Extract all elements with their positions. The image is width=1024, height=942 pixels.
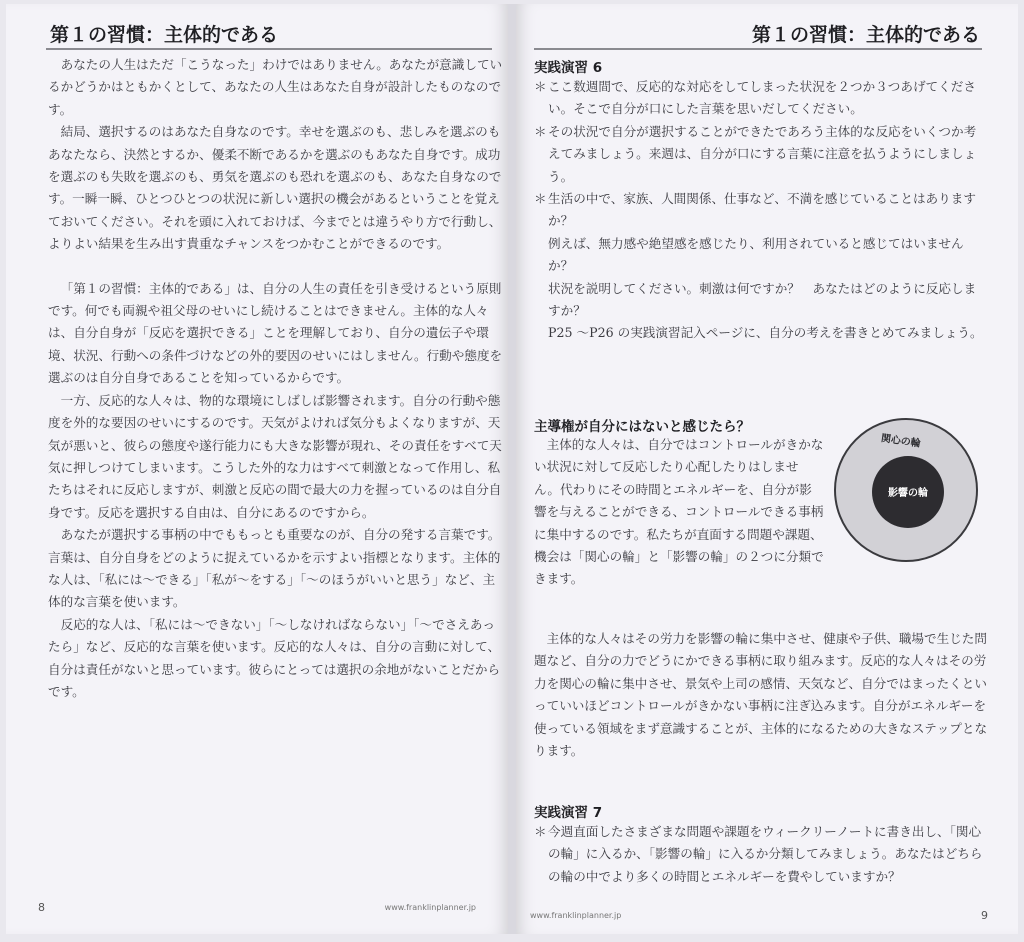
page-number: 9: [981, 909, 988, 922]
paragraph: 「第１の習慣：主体的である」は、自分の人生の責任を引き受けるという原則です。何でも両親や祖父母のせいにし続けることはできません。主体的な人々は、自分自身が「反応を選択できる」ことを理解しており、自分の遺伝子や環境、状況、行動への条件づけなどの外的要因のせいにはしません。行動や態度を選ぶのは自分自身であることを知っているからです。: [48, 280, 503, 386]
page-number: 8: [38, 901, 45, 914]
exercise-7-list: [534, 821, 988, 888]
list-item: [534, 121, 988, 188]
exercise-6-title: 実践演習 6: [534, 60, 603, 76]
paragraph: あなたが選択する事柄の中でももっとも重要なのが、自分の発する言葉です。言葉は、自分自身をどのように捉えているかを示すよい指標となります。主体的な人は、「私には～できる」「私が～をする」「～のほうがいいと思う」など、主体的な言葉を使います。: [48, 527, 501, 610]
circles-diagram: [828, 412, 988, 562]
paragraph: 主体的な人々はその労力を影響の輪に集中させ、健康や子供、職場で生じた問題など、自分の力でどうにかできる事柄に取り組みます。反応的な人々はその労力を関心の輪に集中させ、景気や上司の感情、天気など、自分ではまったくといっていいほどコントロールがきかない事柄に注ぎ込みます。自分がエネルギーを使っている領域をまず意識することが、主体的になるための大きなステップとなります。: [534, 631, 988, 759]
circle-of-influence: [872, 456, 944, 528]
list-item: [534, 821, 988, 888]
sub-text: P25 ～P26 の実践演習記入ページに、自分の考えを書きとめてみましょう。: [548, 325, 983, 341]
paragraph: 結局、選択するのはあなた自身なのです。幸せを選ぶのも、悲しみを選ぶのもあなたなら、決然とするか、優柔不断であるかを選ぶのもあなた自身です。成功を選ぶのも失敗を選ぶのも、勇気を選ぶのも恐れを選ぶのも、あなた自身なのです。一瞬一瞬、ひとつひとつの状況に新しい選択の機会があるということを覚えておいてください。それを頭に入れておけば、今までとは違うやり方で行動し、よりよい結果を生み出す貴重なチャンスをつかむことができるのです。: [48, 124, 502, 252]
page-header: 第１の習慣：主体的である: [50, 24, 279, 46]
footer-url: www.franklinplanner.jp: [530, 911, 622, 920]
item-text: 今週直面したさまざまな問題や課題をウィークリーノートに書き出し、「関心の輪」に入るか、「影響の輪」に入るか分類してみましょう。あなたはどちらの輪の中でより多くの時間とエネルギーを費やしていますか？: [548, 824, 983, 884]
bullet-mark: ＊: [534, 79, 547, 94]
circle-of-concern-label: 関心の輪: [880, 433, 922, 450]
exercise-7-title: 実践演習 7: [534, 805, 603, 821]
sub-text: 状況を説明してください。刺激は何ですか？ あなたはどのように反応しますか？: [548, 280, 977, 319]
bullet-mark: ＊: [534, 123, 547, 139]
exercise-6-list: [534, 76, 988, 345]
right-page: [516, 4, 1018, 934]
paragraph: 反応的な人は、「私には～できない」「～しなければならない」「～でさえあったら」など、反応的な言葉を使います。反応的な人々は、自分の言動に対して、自分は責任がないと思っています。彼らにとっては選択の余地がないことだからです。: [48, 616, 501, 699]
book-spine: [508, 4, 516, 934]
focus-text: [534, 628, 988, 762]
list-item: [534, 188, 988, 233]
paragraph: 主体的な人々は、自分ではコントロールがきかない状況に対して反応したり心配したりはしません。代わりにその時間とエネルギーを、自分が影響を与えることができる、コントロールできる事柄に集中するのです。私たちが直面する問題や課題、機会は「関心の輪」と「影響の輪」の２つに分類できます。: [534, 437, 824, 587]
paragraph: あなたの人生はただ「こうなった」わけではありません。あなたが意識しているかどうかはともかくとして、あなたの人生はあなた自身が設計したものなのです。: [48, 57, 503, 117]
header-rule: [534, 48, 982, 50]
page-header: 第１の習慣：主体的である: [751, 24, 980, 46]
bullet-mark: ＊: [534, 191, 547, 207]
item-text: その状況で自分が選択することができたであろう主体的な反応をいくつか考えてみましょう。来週は、自分が口にする言葉に注意を払うようにしましょう。: [548, 123, 977, 184]
item-text: 生活の中で、家族、人間関係、仕事など、不満を感じていることはありますか？: [548, 191, 976, 229]
left-body-text: [48, 54, 504, 703]
sub-text: 例えば、無力感や絶望感を感じたり、利用されていると感じてはいませんか？: [548, 235, 964, 274]
leadership-text: [534, 434, 824, 591]
header-rule: [46, 48, 492, 50]
item-text: ここ数週間で、反応的な対応をしてしまった状況を２つか３つあげてください。そこで自分が口にした言葉を思いだしてください。: [548, 79, 976, 117]
footer-url: www.franklinplanner.jp: [384, 903, 476, 912]
bullet-mark: ＊: [534, 824, 547, 839]
left-page: [6, 4, 508, 934]
circle-of-concern: [834, 418, 978, 562]
circle-of-influence-label: 影響の輪: [888, 488, 928, 499]
leadership-title: 主導権が自分にはないと感じたら？: [534, 419, 750, 435]
paragraph: 一方、反応的な人々は、物的な環境にしばしば影響されます。自分の行動や態度を外的な要因のせいにするのです。天気がよければ気分もよくなりますが、天気が悪いと、彼らの態度や遂行能力にも大きな影響が現れ、その責任をすべて天気に押しつけてしまいます。こうした外的な力はすべて刺激となって作用し、私たちはそれに反応しますが、刺激と反応の間で最大の力を握っているのは自分自身です。反応を選択する自由は、自分にあるのですから。: [48, 392, 502, 520]
list-item: [534, 76, 988, 121]
